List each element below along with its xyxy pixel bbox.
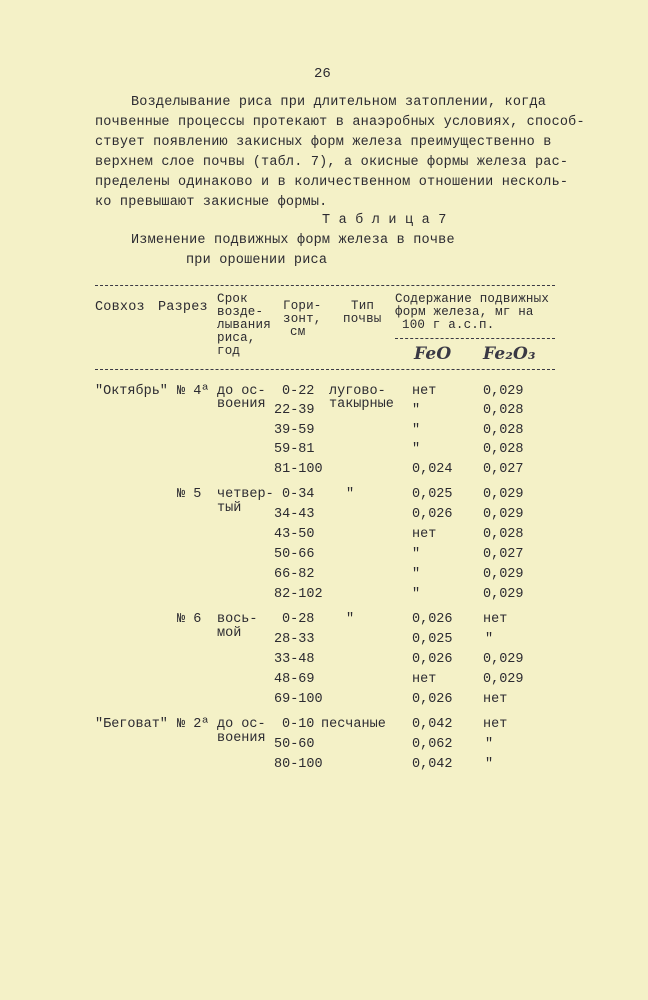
table-row bbox=[0, 423, 648, 443]
paragraph-line: верхнем слое почвы (табл. 7), а окисные формы железа рас- bbox=[95, 155, 569, 170]
cell-feo: 0,025 bbox=[412, 632, 453, 647]
cell-gorizont: 82-102 bbox=[274, 587, 323, 602]
paragraph-line: пределены одинаково и в количественном отношении несколь- bbox=[95, 175, 569, 190]
cell-gorizont: 66-82 bbox=[274, 567, 315, 582]
cell-feo: 0,024 bbox=[412, 462, 453, 477]
cell-feo: 0,025 bbox=[412, 487, 453, 502]
cell-feo: 0,026 bbox=[412, 507, 453, 522]
cell-razrez: № 5 bbox=[177, 487, 202, 502]
table-row bbox=[0, 612, 648, 632]
header-srok-line: Срок bbox=[217, 292, 248, 306]
cell-srok: до ос- bbox=[217, 384, 266, 399]
cell-feo: 0,026 bbox=[412, 652, 453, 667]
cell-fe2o3: 0,028 bbox=[483, 527, 524, 542]
cell-fe2o3: нет bbox=[483, 692, 508, 707]
table-top-rule bbox=[95, 285, 555, 286]
table-row bbox=[0, 567, 648, 587]
cell-gorizont: 0-28 bbox=[282, 612, 315, 627]
table-row bbox=[0, 731, 648, 757]
cell-razrez: № 6 bbox=[177, 612, 202, 627]
table-title: при орошении риса bbox=[186, 253, 328, 268]
cell-feo: нет bbox=[412, 672, 437, 687]
cell-gorizont: 0-22 bbox=[282, 384, 315, 399]
cell-razrez: № 2ª bbox=[177, 717, 210, 732]
cell-srok: воения bbox=[217, 731, 266, 746]
cell-gorizont: 34-43 bbox=[274, 507, 315, 522]
cell-gorizont: 59-81 bbox=[274, 442, 315, 457]
cell-feo: нет bbox=[412, 527, 437, 542]
table-row bbox=[0, 717, 648, 737]
header-tip-line: почвы bbox=[343, 312, 382, 326]
cell-fe2o3: 0,029 bbox=[483, 384, 524, 399]
cell-fe2o3: 0,027 bbox=[483, 547, 524, 562]
cell-feo: " bbox=[412, 567, 421, 582]
header-srok-line: лывания bbox=[217, 318, 271, 332]
table-row bbox=[0, 672, 648, 692]
cell-srok: четвер- bbox=[217, 487, 274, 502]
cell-gorizont: 50-66 bbox=[274, 547, 315, 562]
cell-fe2o3: " bbox=[485, 737, 494, 752]
cell-feo: 0,026 bbox=[412, 612, 453, 627]
subheader-rule bbox=[395, 338, 555, 339]
cell-fe2o3: " bbox=[485, 632, 494, 647]
cell-fe2o3: " bbox=[485, 757, 494, 772]
cell-srok: тый bbox=[217, 501, 242, 516]
paragraph-line: ко превышают закисные формы. bbox=[95, 195, 328, 210]
cell-gorizont: 69-100 bbox=[274, 692, 323, 707]
cell-srok: мой bbox=[217, 626, 242, 641]
cell-fe2o3: 0,029 bbox=[483, 587, 524, 602]
header-gorizont-line: Гори- bbox=[283, 299, 322, 313]
cell-gorizont: 22-39 bbox=[274, 403, 315, 418]
cell-feo: 0,042 bbox=[412, 717, 453, 732]
cell-tip: песчаные bbox=[321, 717, 386, 732]
table-row bbox=[0, 527, 648, 547]
cell-gorizont: 81-100 bbox=[274, 462, 323, 477]
cell-fe2o3: 0,027 bbox=[483, 462, 524, 477]
cell-feo: нет bbox=[412, 384, 437, 399]
header-tip-line: Тип bbox=[351, 299, 375, 313]
table-row bbox=[0, 442, 648, 462]
table-title: Изменение подвижных форм железа в почве bbox=[131, 233, 455, 248]
cell-feo: " bbox=[412, 547, 421, 562]
header-srok-line: риса, bbox=[217, 331, 256, 345]
cell-fe2o3: 0,029 bbox=[483, 507, 524, 522]
cell-feo: " bbox=[412, 442, 421, 457]
cell-gorizont: 33-48 bbox=[274, 652, 315, 667]
header-srok-line: возде- bbox=[217, 305, 264, 319]
header-soderzhanie-line: форм железа, мг на bbox=[395, 305, 534, 319]
cell-fe2o3: нет bbox=[483, 612, 508, 627]
cell-gorizont: 39-59 bbox=[274, 423, 315, 438]
cell-fe2o3: 0,028 bbox=[483, 442, 524, 457]
cell-gorizont: 80-100 bbox=[274, 757, 323, 772]
header-razrez: Разрез bbox=[158, 300, 208, 315]
cell-fe2o3: 0,029 bbox=[483, 672, 524, 687]
header-fe2o3: Fe₂O₃ bbox=[483, 344, 536, 364]
header-srok-line: год bbox=[217, 344, 241, 358]
cell-fe2o3: 0,029 bbox=[483, 567, 524, 582]
cell-srok: воения bbox=[217, 397, 266, 412]
header-gorizont-line: см bbox=[290, 325, 306, 339]
cell-feo: " bbox=[412, 423, 421, 438]
cell-sovkhoz: "Беговат" bbox=[95, 717, 168, 732]
table-row bbox=[0, 397, 648, 423]
table-row bbox=[0, 501, 648, 527]
cell-tip: лугово- bbox=[329, 384, 386, 399]
cell-srok: вось- bbox=[217, 612, 258, 627]
cell-gorizont: 0-34 bbox=[282, 487, 315, 502]
paragraph-line: Возделывание риса при длительном затоплении, когда bbox=[131, 95, 547, 110]
table-row bbox=[0, 626, 648, 652]
table-row bbox=[0, 692, 648, 712]
header-soderzhanie-line: 100 г а.с.п. bbox=[402, 318, 495, 332]
cell-feo: 0,026 bbox=[412, 692, 453, 707]
cell-fe2o3: 0,028 bbox=[483, 403, 524, 418]
page-number: 26 bbox=[314, 66, 331, 82]
cell-razrez: № 4ª bbox=[177, 384, 210, 399]
cell-sovkhoz: "Октябрь" bbox=[95, 384, 168, 399]
cell-gorizont: 50-60 bbox=[274, 737, 315, 752]
cell-gorizont: 28-33 bbox=[274, 632, 315, 647]
cell-feo: 0,042 bbox=[412, 757, 453, 772]
cell-feo: " bbox=[412, 587, 421, 602]
table-row bbox=[0, 462, 648, 482]
table-row bbox=[0, 547, 648, 567]
cell-fe2o3: нет bbox=[483, 717, 508, 732]
header-sovkhoz: Совхоз bbox=[95, 300, 145, 315]
cell-feo: " bbox=[412, 403, 421, 418]
cell-fe2o3: 0,029 bbox=[483, 487, 524, 502]
cell-feo: 0,062 bbox=[412, 737, 453, 752]
table-row bbox=[0, 587, 648, 607]
cell-fe2o3: 0,028 bbox=[483, 423, 524, 438]
header-soderzhanie-line: Содержание подвижных bbox=[395, 292, 550, 306]
table-row bbox=[0, 384, 648, 404]
table-row bbox=[0, 487, 648, 507]
cell-gorizont: 43-50 bbox=[274, 527, 315, 542]
cell-tip: такырные bbox=[329, 397, 394, 412]
cell-gorizont: 0-10 bbox=[282, 717, 315, 732]
cell-fe2o3: 0,029 bbox=[483, 652, 524, 667]
table-header-rule bbox=[95, 369, 555, 370]
table-row bbox=[0, 757, 648, 777]
cell-srok: до ос- bbox=[217, 717, 266, 732]
paragraph-line: ствует появлению закисных форм железа преимущественно в bbox=[95, 135, 552, 150]
paragraph-line: почвенные процессы протекают в анаэробных условиях, способ- bbox=[95, 115, 585, 130]
header-feo: FeO bbox=[414, 344, 452, 364]
cell-gorizont: 48-69 bbox=[274, 672, 315, 687]
cell-tip: " bbox=[346, 612, 355, 627]
cell-tip: " bbox=[346, 487, 355, 502]
header-gorizont-line: зонт, bbox=[283, 312, 322, 326]
table-row bbox=[0, 652, 648, 672]
table-label: Т а б л и ц а 7 bbox=[322, 213, 447, 228]
